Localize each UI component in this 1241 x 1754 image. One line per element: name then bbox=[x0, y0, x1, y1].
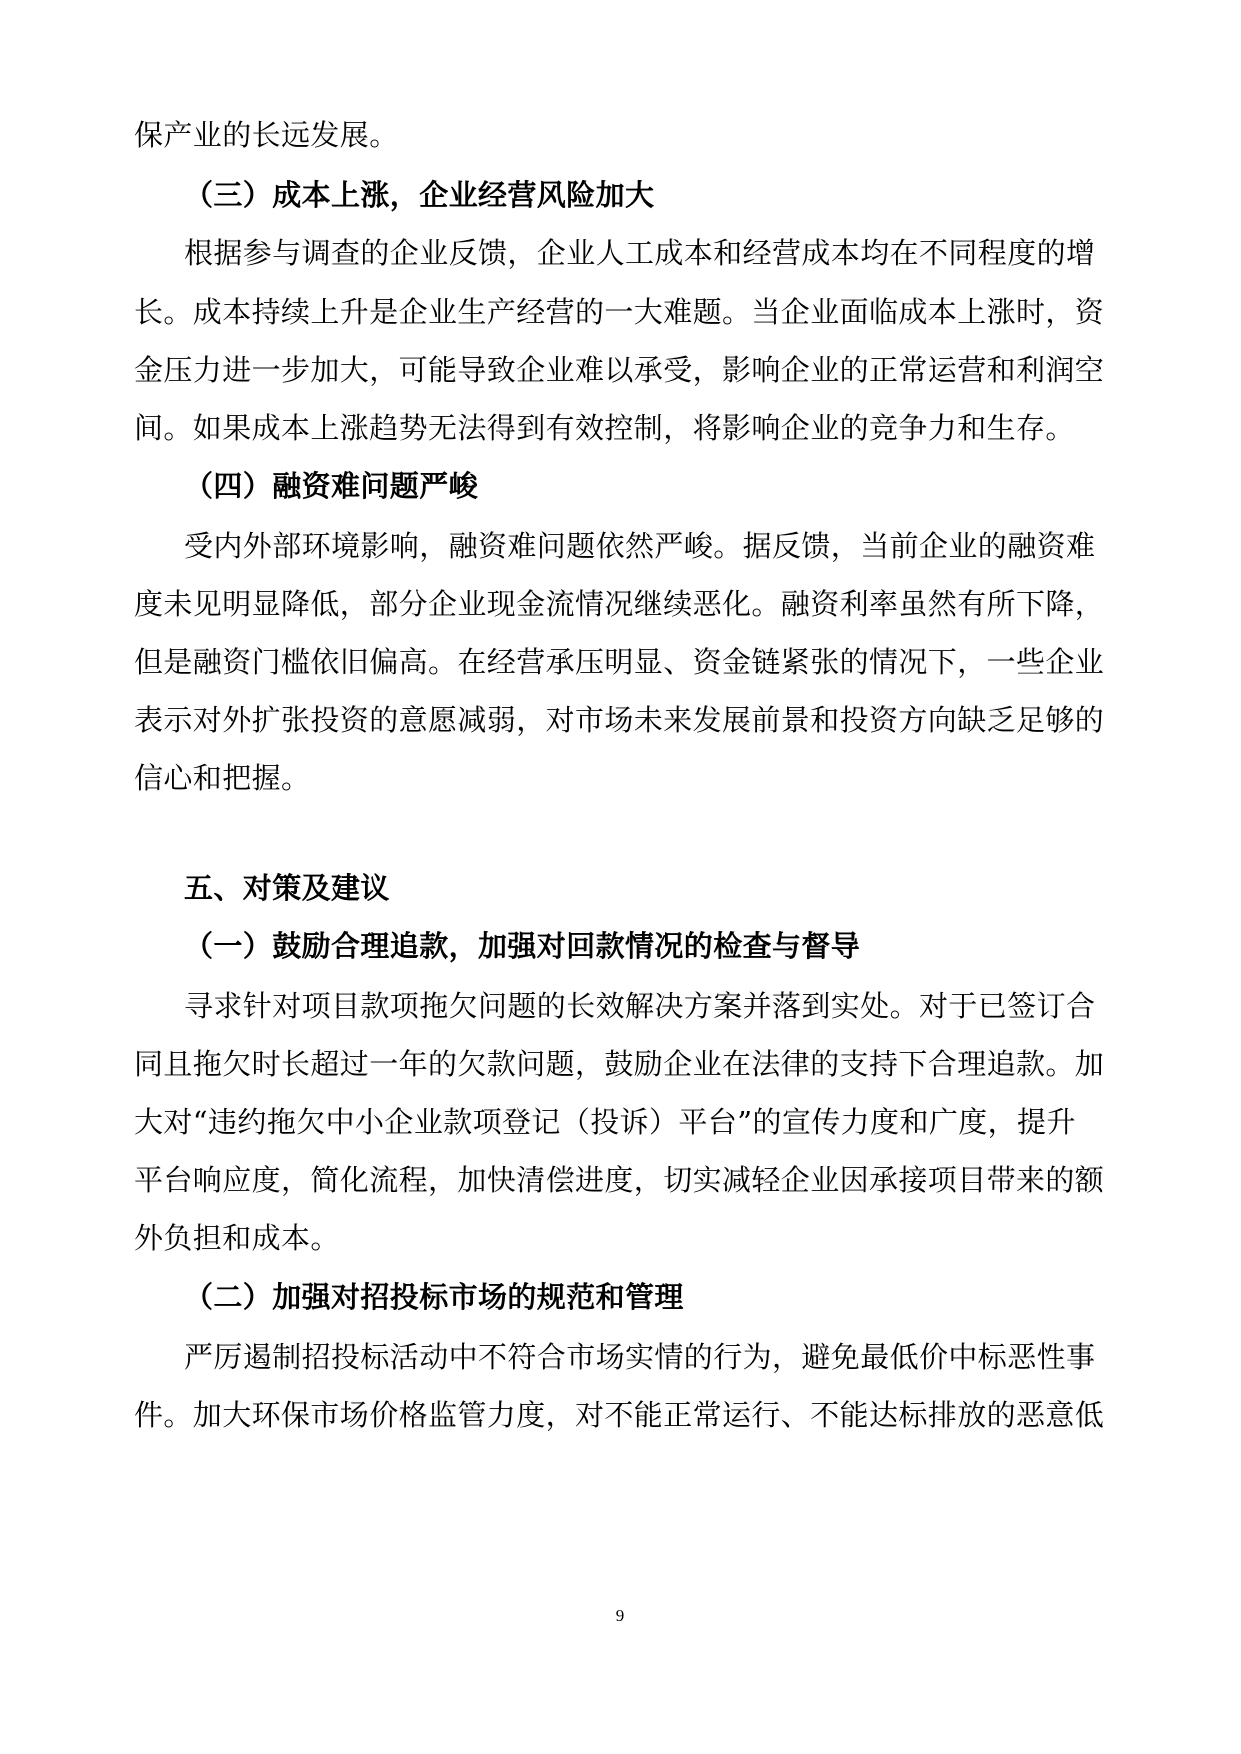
paragraph-line: 同且拖欠时长超过一年的欠款问题，鼓励企业在法律的支持下合理追款。加 bbox=[134, 1047, 1105, 1081]
paragraph-line: 件。加大环保市场价格监管力度，对不能正常运行、不能达标排放的恶意低 bbox=[134, 1398, 1105, 1432]
paragraph-line: 大对“违约拖欠中小企业款项登记（投诉）平台”的宣传力度和广度，提升 bbox=[134, 1105, 1076, 1139]
paragraph-line: 外负担和成本。 bbox=[134, 1221, 340, 1255]
paragraph-line: 受内外部环境影响，融资难问题依然严峻。据反馈，当前企业的融资难 bbox=[184, 529, 1096, 563]
paragraph-line: 间。如果成本上涨趋势无法得到有效控制，将影响企业的竞争力和生存。 bbox=[134, 411, 1075, 445]
chapter-heading: 五、对策及建议 bbox=[184, 871, 390, 905]
paragraph-line: 长。成本持续上升是企业生产经营的一大难题。当企业面临成本上涨时，资 bbox=[134, 295, 1105, 329]
section-heading: （一）鼓励合理追款，加强对回款情况的检查与督导 bbox=[184, 929, 861, 963]
section-heading: （三）成本上涨，企业经营风险加大 bbox=[184, 178, 655, 212]
paragraph-line: 但是融资门槛依旧偏高。在经营承压明显、资金链紧张的情况下，一些企业 bbox=[134, 645, 1105, 679]
paragraph-line: 度未见明显降低，部分企业现金流情况继续恶化。融资利率虽然有所下降， bbox=[134, 587, 1105, 621]
paragraph-line: 寻求针对项目款项拖欠问题的长效解决方案并落到实处。对于已签订合 bbox=[184, 989, 1096, 1023]
paragraph-line: 保产业的长远发展。 bbox=[134, 118, 399, 152]
paragraph-line: 信心和把握。 bbox=[134, 761, 311, 795]
page-number: 9 bbox=[615, 1606, 625, 1625]
paragraph-line: 表示对外扩张投资的意愿减弱，对市场未来发展前景和投资方向缺乏足够的 bbox=[134, 703, 1105, 737]
paragraph-line: 根据参与调查的企业反馈，企业人工成本和经营成本均在不同程度的增 bbox=[184, 236, 1096, 270]
section-heading: （四）融资难问题严峻 bbox=[184, 469, 479, 503]
paragraph-line: 金压力进一步加大，可能导致企业难以承受，影响企业的正常运营和利润空 bbox=[134, 353, 1105, 387]
section-heading: （二）加强对招投标市场的规范和管理 bbox=[184, 1280, 684, 1314]
paragraph-line: 平台响应度，简化流程，加快清偿进度，切实减轻企业因承接项目带来的额 bbox=[134, 1163, 1105, 1197]
paragraph-line: 严厉遏制招投标活动中不符合市场实情的行为，避免最低价中标恶性事 bbox=[184, 1340, 1096, 1374]
